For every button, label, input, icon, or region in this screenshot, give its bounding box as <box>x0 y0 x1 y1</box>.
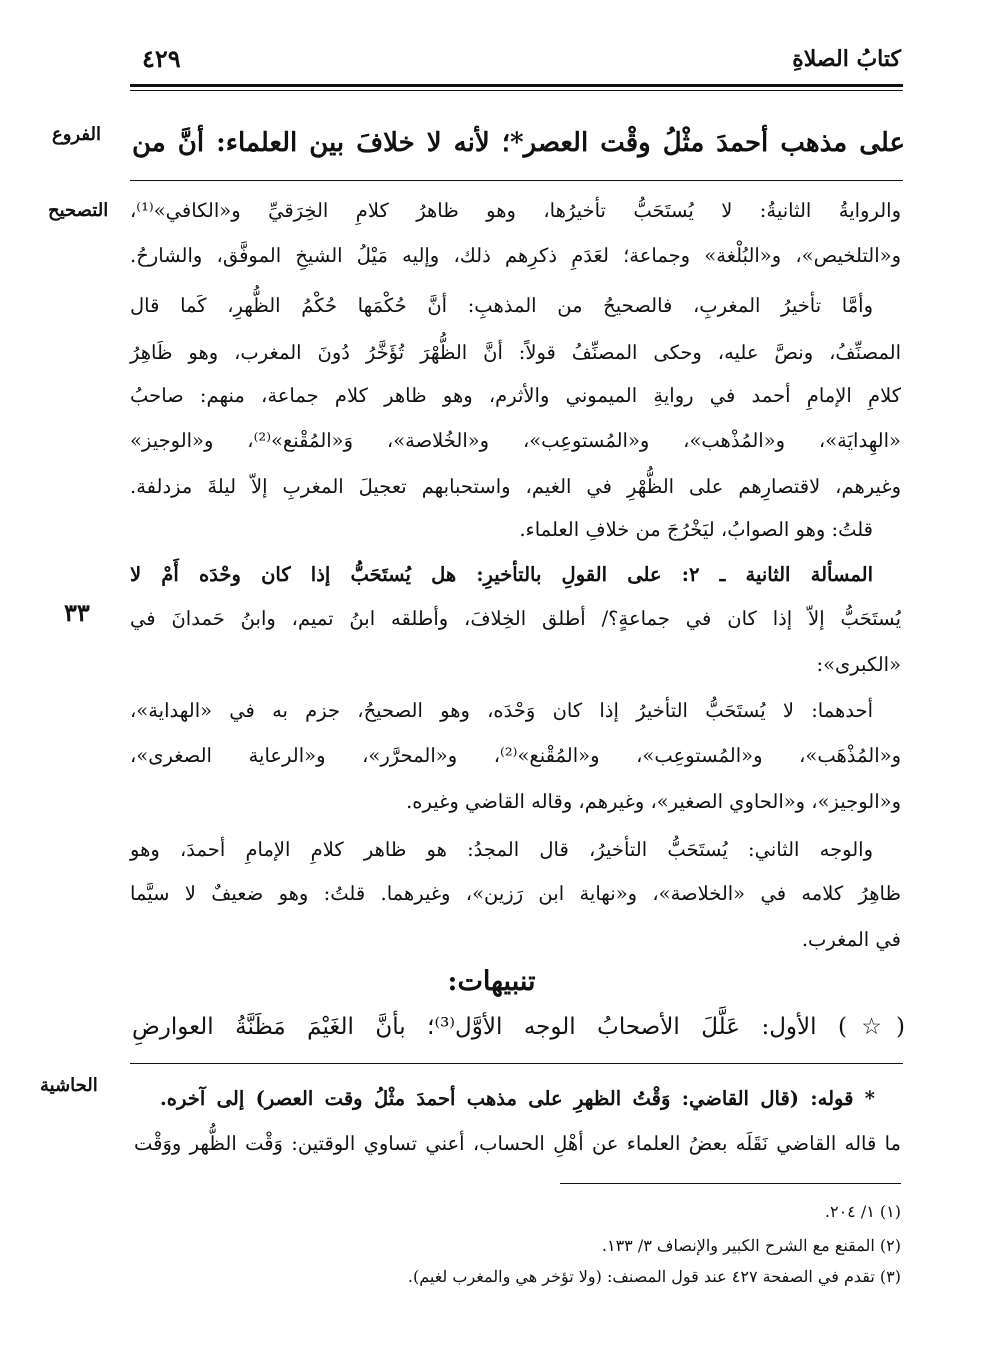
running-title: كتابُ الصلاةِ <box>792 46 901 72</box>
tanbih-first-line: (☆) الأول: عَلَّلَ الأصحابُ الوجه الأوَّل⁽³⁾؛ بأنَّ الغَيْمَ مَظَنَّةُ العوارضِ <box>132 1014 905 1040</box>
hashiya-separator <box>130 1063 903 1064</box>
tanbihat-heading: تنبيهات: <box>447 966 536 997</box>
margin-label-tashih: التصحيح <box>48 200 109 221</box>
tashih-line: وغيرهم، لاقتصارِهم على الظُّهْرِ في الغيم، واستحبابهم تعجيلَ المغربِ إلاّ ليلةَ مزدلفة. <box>130 475 901 498</box>
tashih-line: والروايةُ الثانيةُ: لا يُستَحَبُّ تأخيرُها، وهو ظاهرُ كلامِ الخِرَقيِّ و«الكافي»⁽¹⁾، <box>130 199 901 222</box>
page-number: ٤٢٩ <box>142 44 181 73</box>
tashih-line: المصنِّفُ، ونصَّ عليه، وحكى المصنِّفُ قولاً: أنَّ الظُّهْرَ تُؤَخَّرُ دُونَ المغرب، وهو ظَاهِرُ <box>130 341 901 364</box>
footnote-separator <box>560 1183 901 1184</box>
hashiya-line: ما قاله القاضي نَقَلَه بعضُ العلماء عن أهْلِ الحساب، أعني تساوي الوقتين: وَقْت الظُّهر ووَقْت <box>134 1132 901 1155</box>
tashih-line: أحدهما: لا يُستَحَبُّ التأخيرُ إذا كان وَحْدَه، وهو الصحيحُ، جزم به في «الهداية»، <box>130 699 873 722</box>
hashiya-line: * قوله: (قال القاضي: وَقْتُ الظهرِ على مذهب أحمدَ مثْلُ وقت العصر) إلى آخره. <box>160 1087 875 1110</box>
tashih-line: و«المُذْهَب»، و«المُستوعِب»، و«المُقْنع»⁽²⁾، و«المحرَّر»، و«الرعاية الصغرى»، <box>130 744 901 767</box>
tashih-line: ظاهِرُ كلامه في «الخلاصة»، و«نهاية ابن رَزين»، وغيرهما. قلتُ: وهو ضعيفٌ لا سيَّما <box>130 882 901 905</box>
tashih-line: في المغرب. <box>801 928 901 951</box>
tashih-line: وأمَّا تأخيرُ المغربِ، فالصحيحُ من المذهبِ: أنَّ حُكْمَها حُكْمُ الظُّهرِ، كَما قال <box>130 294 873 317</box>
tashih-line: يُستَحَبُّ إلاّ إذا كان في جماعةٍ؟/ أطلق الخِلافَ، وأطلقه ابنُ تميم، وابنُ حَمدانَ في <box>130 607 901 630</box>
tashih-line: و«التلخيص»، و«البُلْغة» وجماعة؛ لعَدَمِ ذكرِهم ذلك، وإليه مَيْلُ الشيخِ الموفَّق، والشارحُ. <box>130 244 901 267</box>
tashih-line: قلتُ: وهو الصوابُ، ليَخْرُجَ من خلافِ العلماء. <box>519 518 873 541</box>
tashih-line: والوجه الثاني: يُستَحَبُّ التأخيرُ، قال المجدُ: هو ظاهر كلامِ الإمامِ أحمدَ، وهو <box>130 838 873 861</box>
footnote: (٢) المقنع مع الشرح الكبير والإنصاف ٣/ ١٣٣. <box>601 1236 901 1255</box>
footnote: (٣) تقدم في الصفحة ٤٢٧ عند قول المصنف: (ولا تؤخر هي والمغرب لغيم). <box>407 1267 901 1286</box>
header-rule-thick <box>130 84 903 87</box>
margin-label-furu: الفروع <box>52 124 101 145</box>
tashih-line: «الكبرى»: <box>816 653 901 676</box>
footnote: (١) ١/ ٢٠٤. <box>824 1202 901 1221</box>
masala-line: المسألة الثانية ـ ٢: على القولِ بالتأخيرِ: هل يُستَحَبُّ إذا كان وحْدَه أَمْ لا <box>130 563 873 586</box>
furu-text: على مذهب أحمدَ مثْلُ وقْت العصر*؛ لأنه لا خلافَ بين العلماء: أنَّ من <box>132 128 905 158</box>
tashih-line: و«الوجيز»، و«الحاوي الصغير»، وغيرهم، وقاله القاضي وغيره. <box>406 790 901 813</box>
margin-label-hashiya: الحاشية <box>40 1075 98 1096</box>
tashih-line: كلامِ الإمامِ أحمد في روايةِ الميموني والأثرم، وهو ظاهر كلام جماعة، منهم: صاحبُ <box>130 384 901 407</box>
header-rule-thin <box>130 90 903 91</box>
tashih-line: «الهِدايَة»، و«المُذْهب»، و«المُستوعِب»، و«الخُلاصة»، وَ«المُقْنع»⁽²⁾، و«الوجيز» <box>130 429 901 452</box>
manuscript-page-marker: ٣٣ <box>64 598 90 627</box>
furu-separator <box>130 180 903 181</box>
